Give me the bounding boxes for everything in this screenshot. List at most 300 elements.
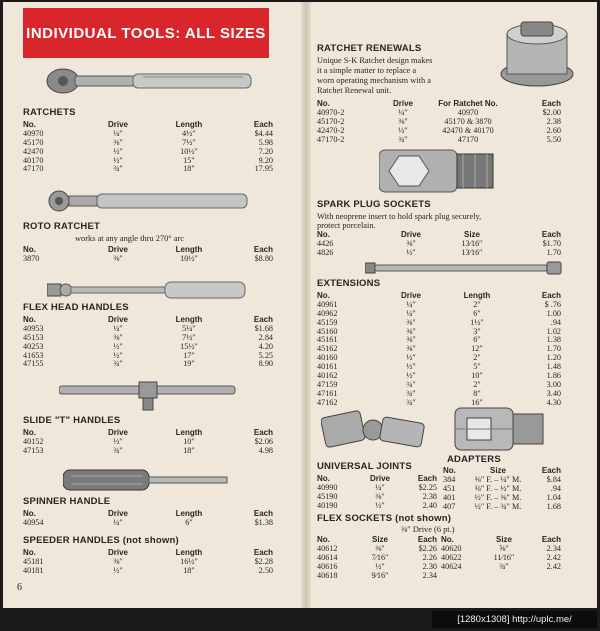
column-header: Drive — [107, 245, 128, 254]
table-cell: 45160 — [317, 326, 338, 336]
table-cell: 40962 — [317, 308, 338, 318]
table-cell: $1.38 — [254, 517, 273, 527]
table-cell: 1.86 — [546, 371, 561, 381]
table-cell: ⅜″ — [113, 556, 123, 566]
column-header: Each — [541, 535, 561, 544]
table-row — [23, 360, 273, 369]
table-cell: 2.42 — [546, 552, 561, 562]
column-header: Length — [175, 315, 203, 324]
table-cell: 45162 — [317, 344, 338, 354]
table-cell: 19″ — [183, 359, 195, 369]
column-header: No. — [441, 535, 454, 544]
table-cell: 40162 — [317, 371, 338, 381]
table-cell: ⅜″ — [406, 317, 416, 327]
table-cell: 7½″ — [182, 137, 196, 147]
table-cell: 40161 — [317, 362, 338, 372]
universal-joints-table — [317, 475, 437, 511]
page-banner: INDIVIDUAL TOOLS: ALL SIZES — [23, 8, 269, 58]
table-header-row — [23, 316, 273, 325]
table-header-row — [23, 121, 273, 130]
table-row — [317, 381, 561, 390]
table-cell: 47153 — [23, 445, 44, 455]
table-cell: ¼″ — [113, 128, 123, 138]
table-cell: ½″ — [406, 353, 416, 363]
table-cell: 40970-2 — [317, 107, 345, 117]
column-header: Drive — [107, 120, 128, 129]
column-header: Each — [253, 245, 273, 254]
table-cell: 40614 — [317, 552, 338, 562]
ratchets-heading: RATCHETS — [23, 107, 76, 118]
ratchet-illustration — [43, 66, 255, 96]
column-header: Drive — [107, 428, 128, 437]
table-row — [23, 447, 273, 456]
table-cell: ½″ F. – ⅜″ M. — [474, 492, 522, 502]
table-cell: $2.06 — [254, 436, 273, 446]
table-header-row — [317, 100, 561, 109]
slide-t-handle-illustration — [59, 380, 239, 414]
table-cell: 13⁄16″ — [461, 238, 483, 248]
table-cell: 2″ — [473, 299, 481, 309]
flex-sockets-table-left — [317, 536, 437, 580]
table-cell: 5.98 — [258, 137, 273, 147]
table-cell: 40624 — [441, 561, 462, 571]
table-row — [23, 519, 273, 528]
table-cell: ½″ — [375, 500, 385, 510]
table-cell: ½″ — [113, 436, 123, 446]
table-row — [317, 136, 561, 145]
table-cell: 42470 & 40170 — [442, 125, 494, 135]
flex-head-handle-illustration — [47, 278, 247, 302]
catalog-spread — [3, 2, 597, 608]
table-cell: $ .76 — [544, 299, 561, 309]
table-cell: 2″ — [473, 353, 481, 363]
table-cell: 7.20 — [258, 146, 273, 156]
table-cell: 45170 & 3870 — [444, 116, 492, 126]
table-row — [317, 319, 561, 328]
table-cell: ½″ — [113, 155, 123, 165]
table-cell: ⅜″ — [398, 116, 408, 126]
table-cell: 40620 — [441, 543, 462, 553]
table-cell: 16″ — [471, 397, 483, 407]
spinner-handle-heading: SPINNER HANDLE — [23, 496, 111, 507]
column-header: Length — [175, 548, 203, 557]
table-cell: 45170-2 — [317, 116, 345, 126]
column-header: Drive — [107, 509, 128, 518]
table-cell: 3.40 — [546, 388, 561, 398]
page-gutter — [301, 2, 311, 608]
table-cell: 1.20 — [546, 353, 561, 363]
table-row — [23, 130, 273, 139]
table-cell: 3870 — [23, 253, 40, 263]
column-header: Each — [253, 509, 273, 518]
table-cell: 5.50 — [546, 134, 561, 144]
table-cell: ¾″ — [398, 134, 408, 144]
table-cell: ¾″ — [113, 164, 123, 174]
table-cell: ½″ — [113, 146, 123, 156]
column-header: No. — [443, 466, 456, 475]
spinner-handle-illustration — [63, 468, 231, 492]
table-cell: 2.30 — [422, 561, 437, 571]
roto-ratchet-heading: ROTO RATCHET — [23, 221, 100, 232]
table-cell: 1.02 — [546, 326, 561, 336]
column-header: Length — [175, 245, 203, 254]
spark-plug-socket-illustration — [379, 148, 497, 194]
table-cell: ¼″ — [398, 107, 408, 117]
table-row — [317, 372, 561, 381]
table-cell: 47161 — [317, 388, 338, 398]
table-cell: 8″ — [473, 388, 481, 398]
adapters-heading: ADAPTERS — [447, 454, 501, 465]
table-cell: $2.26 — [418, 543, 437, 553]
table-cell: 451 — [443, 483, 456, 493]
table-cell: 17.95 — [254, 164, 273, 174]
table-row — [317, 240, 561, 249]
column-header: Drive — [107, 548, 128, 557]
table-row — [23, 343, 273, 352]
table-cell: ¾″ — [406, 379, 416, 389]
table-cell: 6″ — [473, 335, 481, 345]
table-row — [317, 109, 561, 118]
slide-t-handles-table — [23, 429, 273, 456]
spark-desc-1: With neoprene insert to hold spark plug securely, — [317, 212, 482, 221]
table-cell: 5¼″ — [182, 323, 196, 333]
table-cell: $1.68 — [254, 323, 273, 333]
ratchet-renewal-illustration — [497, 16, 577, 90]
table-cell: $2.25 — [418, 482, 437, 492]
universal-joints-heading: UNIVERSAL JOINTS — [317, 461, 412, 472]
table-row — [441, 563, 561, 572]
table-cell: 40990 — [317, 482, 338, 492]
adapter-illustration — [451, 404, 551, 454]
table-cell: 8.90 — [258, 359, 273, 369]
column-header: No. — [317, 474, 330, 483]
table-cell: 40970 — [457, 107, 479, 117]
spark-desc-2: protect porcelain. — [317, 221, 376, 230]
table-row — [317, 310, 561, 319]
table-cell: 15½″ — [180, 341, 198, 351]
spinner-handle-table — [23, 510, 273, 528]
table-cell: ½″ — [398, 125, 408, 135]
page-number: 6 — [17, 582, 22, 593]
column-header: No. — [317, 230, 330, 239]
column-header: Size — [489, 466, 506, 475]
column-header: No. — [23, 509, 36, 518]
table-cell: ½″ — [113, 565, 123, 575]
column-header: Each — [417, 474, 437, 483]
table-row — [317, 249, 561, 258]
table-header-row — [23, 549, 273, 558]
table-cell: 40160 — [317, 353, 338, 363]
table-cell: 407 — [443, 501, 456, 511]
table-cell: ⅜″ — [406, 335, 416, 345]
table-cell: 4.20 — [258, 341, 273, 351]
roto-ratchet-illustration — [43, 188, 251, 214]
table-row — [317, 127, 561, 136]
flex-sockets-heading: FLEX SOCKETS (not shown) — [317, 513, 452, 524]
table-cell: 45170 — [23, 137, 44, 147]
table-cell: 40181 — [23, 565, 44, 575]
extension-bar-illustration — [365, 260, 565, 276]
column-header: Each — [541, 230, 561, 239]
renewals-desc-2: it a simple matter to replace a — [317, 66, 417, 75]
table-cell: 4.98 — [258, 445, 273, 455]
column-header: Each — [417, 535, 437, 544]
table-row — [23, 157, 273, 166]
table-cell: ¼″ — [406, 299, 416, 309]
table-cell: 42470-2 — [317, 125, 345, 135]
table-cell: 4.30 — [546, 397, 561, 407]
table-cell: 45181 — [23, 556, 44, 566]
table-cell: 40954 — [23, 517, 44, 527]
right-page — [311, 2, 597, 608]
flex-sockets-subtitle: ⅜″ Drive (6 pt.) — [401, 525, 455, 534]
table-cell: 47159 — [317, 379, 338, 389]
table-row — [317, 328, 561, 337]
extensions-heading: EXTENSIONS — [317, 278, 381, 289]
table-cell: $4.44 — [254, 128, 273, 138]
column-header: Each — [541, 99, 561, 108]
table-cell: 40190 — [317, 500, 338, 510]
table-cell: 40612 — [317, 543, 338, 553]
column-header: Length — [463, 291, 491, 300]
table-cell: 2.38 — [422, 491, 437, 501]
table-cell: .94 — [550, 483, 561, 493]
table-cell: ½″ — [113, 341, 123, 351]
table-row — [317, 572, 437, 581]
adapters-table — [443, 467, 561, 511]
table-cell: ⅜″ — [406, 326, 416, 336]
renewals-desc-1: Unique S-K Ratchet design makes — [317, 56, 433, 65]
table-cell: $2.28 — [254, 556, 273, 566]
table-row — [23, 148, 273, 157]
table-cell: 40622 — [441, 552, 462, 562]
table-cell: 4½″ — [182, 128, 196, 138]
table-cell: ¼″ — [406, 308, 416, 318]
spark-plug-sockets-table — [317, 231, 561, 258]
table-header-row — [23, 510, 273, 519]
table-cell: ⅜″ — [113, 253, 123, 263]
table-cell: 1½″ — [470, 317, 484, 327]
table-cell: 40961 — [317, 299, 338, 309]
slide-t-handles-heading: SLIDE "T" HANDLES — [23, 415, 121, 426]
table-cell: 45161 — [317, 335, 338, 345]
table-row — [23, 165, 273, 174]
table-cell: 47170 — [457, 134, 479, 144]
table-cell: 1.70 — [546, 344, 561, 354]
table-row — [317, 363, 561, 372]
table-cell: 1.38 — [546, 335, 561, 345]
renewals-desc-4: Ratchet Renewal unit. — [317, 86, 392, 95]
column-header: Each — [253, 120, 273, 129]
table-cell: 2.26 — [422, 552, 437, 562]
table-cell: 10½″ — [180, 253, 198, 263]
table-cell: $.84 — [546, 474, 561, 484]
universal-joint-illustration — [321, 406, 427, 454]
table-cell: ⅜″ F. – ¼″ M. — [474, 474, 522, 484]
column-header: No. — [23, 548, 36, 557]
table-cell: 2.34 — [422, 570, 437, 580]
table-row — [317, 118, 561, 127]
table-cell: 18″ — [183, 164, 195, 174]
table-row — [317, 502, 437, 511]
column-header: Each — [253, 315, 273, 324]
table-cell: 4426 — [317, 238, 334, 248]
column-header: Each — [541, 466, 561, 475]
table-cell: ½″ — [113, 350, 123, 360]
table-cell: ½″ — [406, 362, 416, 372]
table-cell: 1.48 — [546, 362, 561, 372]
table-cell: ½″ — [375, 561, 385, 571]
table-cell: 1.70 — [546, 247, 561, 257]
table-cell: 7⁄16″ — [371, 552, 389, 562]
table-row — [23, 325, 273, 334]
spark-plug-sockets-heading: SPARK PLUG SOCKETS — [317, 199, 431, 210]
table-cell: ½″ — [406, 247, 416, 257]
table-cell: 2.38 — [546, 116, 561, 126]
column-header: Each — [253, 548, 273, 557]
table-cell: 4826 — [317, 247, 334, 257]
table-cell: 6″ — [473, 308, 481, 318]
table-cell: 12″ — [471, 344, 483, 354]
left-page — [3, 2, 301, 608]
column-header: For Ratchet No. — [438, 99, 498, 108]
table-row — [443, 503, 561, 512]
table-cell: 18″ — [183, 445, 195, 455]
table-cell: ½″ — [406, 371, 416, 381]
table-cell: ⅜″ — [113, 332, 123, 342]
table-cell: 2″ — [473, 379, 481, 389]
table-cell: 40616 — [317, 561, 338, 571]
table-cell: 40170 — [23, 155, 44, 165]
table-cell: 47162 — [317, 397, 338, 407]
column-header: No. — [23, 315, 36, 324]
table-cell: 384 — [443, 474, 456, 484]
table-cell: 16½″ — [180, 556, 198, 566]
table-header-row — [23, 429, 273, 438]
table-cell: ¾″ — [499, 561, 509, 571]
table-row — [317, 301, 561, 310]
table-cell: 18″ — [183, 565, 195, 575]
flex-head-handles-table — [23, 316, 273, 369]
table-cell: 9⁄16″ — [371, 570, 389, 580]
column-header: No. — [317, 291, 330, 300]
table-cell: 2.84 — [258, 332, 273, 342]
extensions-table — [317, 292, 561, 408]
table-cell: ⅜″ F. – ½″ M. — [474, 483, 522, 493]
table-cell: ¾″ — [406, 388, 416, 398]
table-cell: ¾″ — [113, 445, 123, 455]
roto-ratchet-note: works at any angle thru 270° arc — [75, 234, 184, 243]
table-cell: 5″ — [473, 362, 481, 372]
speeder-handles-heading: SPEEDER HANDLES (not shown) — [23, 535, 179, 546]
table-cell: 3″ — [473, 326, 481, 336]
column-header: Size — [495, 535, 512, 544]
table-cell: 45159 — [317, 317, 338, 327]
table-cell: 10″ — [471, 371, 483, 381]
table-cell: 40253 — [23, 341, 44, 351]
column-header: Size — [371, 535, 388, 544]
table-cell: 45190 — [317, 491, 338, 501]
flex-sockets-table-right — [441, 536, 561, 572]
column-header: Drive — [107, 315, 128, 324]
table-cell: ⅜″ — [406, 238, 416, 248]
table-cell: ¾″ — [113, 359, 123, 369]
table-cell: 3.00 — [546, 379, 561, 389]
column-header: No. — [23, 428, 36, 437]
roto-ratchet-table — [23, 246, 273, 264]
speeder-handles-table — [23, 549, 273, 576]
table-cell: 10½″ — [180, 146, 198, 156]
table-row — [23, 438, 273, 447]
flex-head-handles-heading: FLEX HEAD HANDLES — [23, 302, 129, 313]
table-cell: 17″ — [183, 350, 195, 360]
table-cell: ⅜″ — [375, 543, 385, 553]
table-cell: ⅜″ — [375, 491, 385, 501]
table-cell: 10″ — [183, 436, 195, 446]
table-header-row — [23, 246, 273, 255]
table-cell: 40970 — [23, 128, 44, 138]
table-cell: 47170 — [23, 164, 44, 174]
column-header: Drive — [400, 291, 421, 300]
table-cell: ½″ F. – ¾″ M. — [474, 501, 522, 511]
column-header: Length — [175, 509, 203, 518]
column-header: Drive — [392, 99, 413, 108]
table-cell: 15″ — [183, 155, 195, 165]
table-row — [23, 567, 273, 576]
table-cell: 13⁄16″ — [461, 247, 483, 257]
table-cell: 5.25 — [258, 350, 273, 360]
table-cell: 1.00 — [546, 308, 561, 318]
table-cell: $2.00 — [542, 107, 561, 117]
table-cell: .94 — [550, 317, 561, 327]
table-cell: 6″ — [185, 517, 193, 527]
column-header: No. — [23, 245, 36, 254]
table-cell: ⅜″ — [406, 344, 416, 354]
table-cell: $1.70 — [542, 238, 561, 248]
table-cell: 401 — [443, 492, 456, 502]
column-header: Length — [175, 428, 203, 437]
table-cell: 9.20 — [258, 155, 273, 165]
column-header: No. — [317, 99, 330, 108]
table-cell: 11⁄16″ — [493, 552, 515, 562]
table-cell: 40152 — [23, 436, 44, 446]
table-cell: 45153 — [23, 332, 44, 342]
table-cell: 2.60 — [546, 125, 561, 135]
table-cell: 2.42 — [546, 561, 561, 571]
table-cell: 2.34 — [546, 543, 561, 553]
table-row — [23, 334, 273, 343]
table-cell: ⅝″ — [499, 543, 509, 553]
table-header-row — [317, 231, 561, 240]
table-cell: 40618 — [317, 570, 338, 580]
table-cell: 41653 — [23, 350, 44, 360]
table-cell: ¼″ — [113, 323, 123, 333]
table-cell: ¾″ — [406, 397, 416, 407]
table-row — [317, 345, 561, 354]
column-header: Size — [463, 230, 480, 239]
table-row — [23, 352, 273, 361]
table-cell: 42470 — [23, 146, 44, 156]
ratchets-table — [23, 121, 273, 174]
table-cell: $8.80 — [254, 253, 273, 263]
table-cell: 40953 — [23, 323, 44, 333]
table-cell: 1.68 — [546, 501, 561, 511]
column-header: Drive — [369, 474, 390, 483]
image-credit: [1280x1308] http://uplc.me/ — [432, 611, 597, 628]
table-cell: 7½″ — [182, 332, 196, 342]
table-row — [23, 139, 273, 148]
column-header: Drive — [400, 230, 421, 239]
